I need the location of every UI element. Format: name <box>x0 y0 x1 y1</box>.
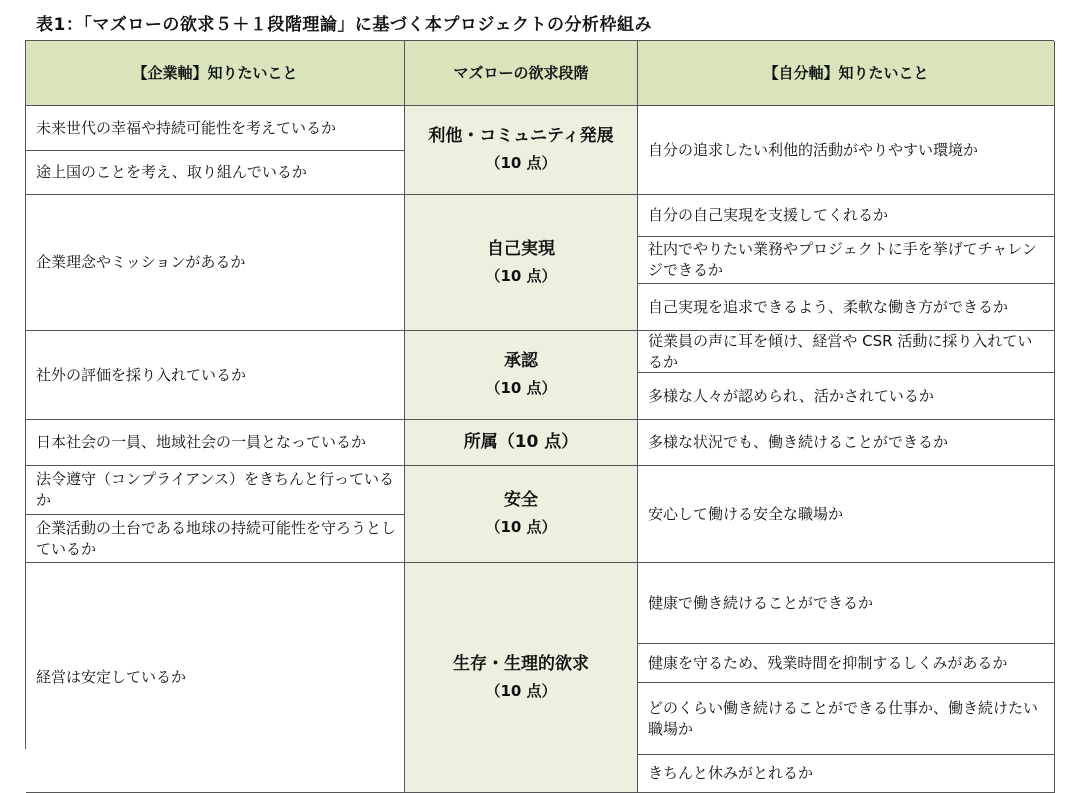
stage-points: （10 点） <box>485 154 557 172</box>
company-item-external-evaluation: 社外の評価を採り入れているか <box>26 331 405 420</box>
stage-belonging <box>405 420 638 466</box>
company-item-developing-countries: 途上国のことを考え、取り組んでいるか <box>26 151 405 195</box>
stage-name: 安全 <box>504 490 538 510</box>
stage-name: 承認 <box>504 351 538 371</box>
self-item-flexible-work: 自己実現を追求できるよう、柔軟な働き方ができるか <box>638 284 1055 331</box>
stage-physiological <box>405 563 638 793</box>
company-item-future-generations: 未来世代の幸福や持続可能性を考えているか <box>26 106 405 151</box>
self-item-challenge: 社内でやりたい業務やプロジェクトに手を挙げてチャレンジできるか <box>638 237 1055 284</box>
stage-name: 所属（10 点） <box>463 432 579 452</box>
stage-safety <box>405 466 638 563</box>
stage-self-actualization <box>405 195 638 331</box>
company-item-philosophy: 企業理念やミッションがあるか <box>26 195 405 331</box>
company-item-compliance: 法令遵守（コンプライアンス）をきちんと行っているか <box>26 466 405 515</box>
self-item-healthy-work: 健康で働き続けることができるか <box>638 563 1055 644</box>
stage-points: （10 点） <box>485 518 557 536</box>
header-company-axis: 【企業軸】知りたいこと <box>26 41 405 106</box>
table-title: 表1：「マズローの欲求５＋１段階理論」に基づく本プロジェクトの分析枠組み <box>36 15 652 35</box>
stage-points: （10 点） <box>485 379 557 397</box>
self-item-employee-voice: 従業員の声に耳を傾け、経営や CSR 活動に採り入れているか <box>638 331 1055 373</box>
stage-points: （10 点） <box>485 266 557 285</box>
self-item-safe-workplace: 安心して働ける安全な職場か <box>638 466 1055 563</box>
self-item-support: 自分の自己実現を支援してくれるか <box>638 195 1055 237</box>
self-item-work-duration: どのくらい働き続けることができる仕事か、働き続けたい職場か <box>638 683 1055 755</box>
stage-name: 自己実現 <box>487 238 555 259</box>
self-item-rest: きちんと休みがとれるか <box>638 755 1055 793</box>
company-item-stable-management: 経営は安定しているか <box>26 563 405 793</box>
header-self-axis: 【自分軸】知りたいこと <box>638 41 1055 106</box>
company-item-earth-sustainability: 企業活動の土台である地球の持続可能性を守ろうとしているか <box>26 515 405 563</box>
company-item-society-member: 日本社会の一員、地域社会の一員となっているか <box>26 420 405 466</box>
header-maslow-stage: マズローの欲求段階 <box>405 41 638 106</box>
stage-points: （10 点） <box>485 681 557 700</box>
analysis-framework-table <box>25 40 1054 782</box>
stage-altruism <box>405 106 638 195</box>
stage-name: 生存・生理的欲求 <box>453 653 589 674</box>
self-item-diversity: 多様な人々が認められ、活かされているか <box>638 373 1055 420</box>
self-item-overtime-control: 健康を守るため、残業時間を抑制するしくみがあるか <box>638 644 1055 683</box>
self-item-keep-working: 多様な状況でも、働き続けることができるか <box>638 420 1055 466</box>
self-item-altruistic-activity: 自分の追求したい利他的活動がやりやすい環境か <box>638 106 1055 195</box>
stage-esteem <box>405 331 638 420</box>
stage-name: 利他・コミュニティ発展 <box>428 126 614 146</box>
